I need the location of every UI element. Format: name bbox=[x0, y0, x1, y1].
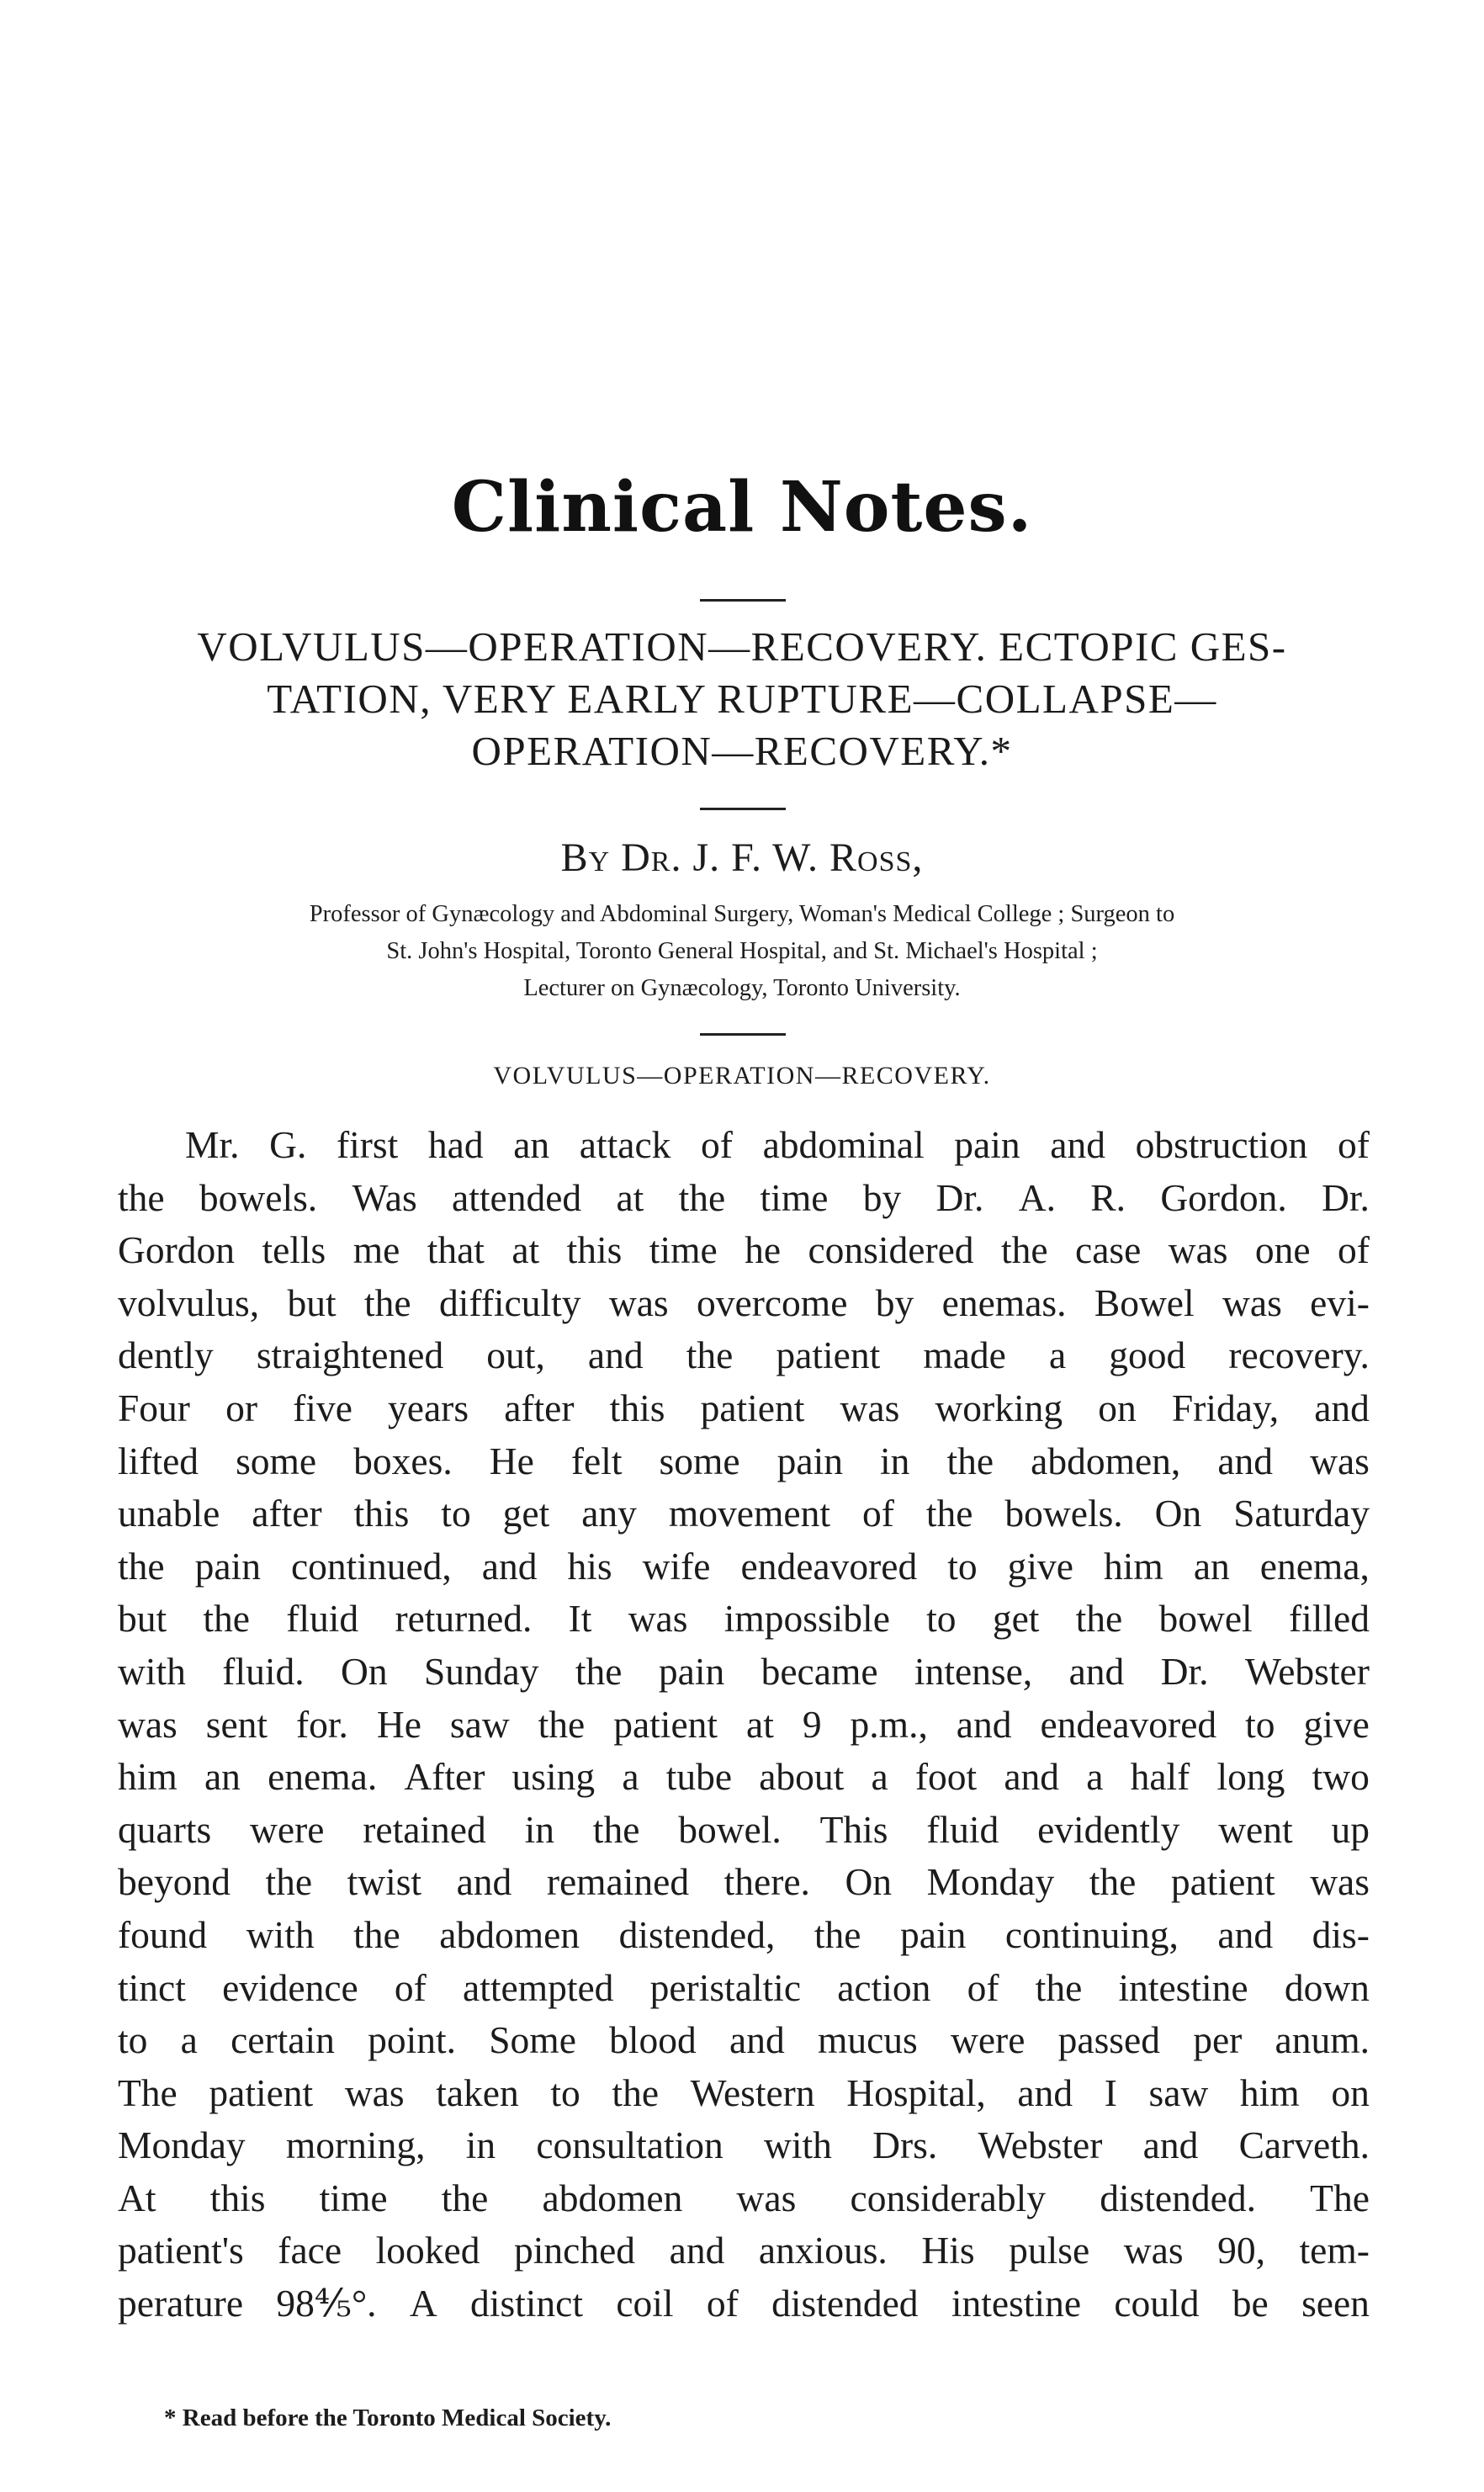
body-line: but the fluid returned. It was impossible to get the bowel filled bbox=[118, 1597, 1370, 1641]
case-subheading: VOLVULUS—OPERATION—RECOVERY. bbox=[493, 1062, 991, 1090]
body-line: was sent for. He saw the patient at 9 p.m., and endeavored to give bbox=[118, 1702, 1370, 1746]
article-title-line: TATION, VERY EARLY RUPTURE—COLLAPSE— bbox=[267, 676, 1217, 722]
body-line: patient's face looked pinched and anxious. His pulse was 90, tem- bbox=[118, 2229, 1370, 2272]
article-body bbox=[118, 1119, 1370, 2330]
affiliation-line: Professor of Gynæcology and Abdominal Surgery, Woman's Medical College ; Surgeon to bbox=[309, 901, 1175, 927]
body-line: dently straightened out, and the patient made a good recovery. bbox=[118, 1333, 1370, 1377]
body-line: At this time the abdomen was considerably distended. The bbox=[118, 2176, 1370, 2219]
article-title-line: OPERATION—RECOVERY.* bbox=[471, 728, 1013, 774]
affiliation-line: Lecturer on Gynæcology, Toronto University. bbox=[523, 975, 961, 1001]
footnote: * Read before the Toronto Medical Society. bbox=[164, 2405, 612, 2431]
body-line: to a certain point. Some blood and mucus were passed per anum. bbox=[118, 2018, 1370, 2062]
body-line: quarts were retained in the bowel. This fluid evidently went up bbox=[118, 1807, 1370, 1851]
affiliation-line: St. John's Hospital, Toronto General Hospital, and St. Michael's Hospital ; bbox=[386, 938, 1098, 964]
body-line: Monday morning, in consultation with Drs. Webster and Carveth. bbox=[118, 2124, 1370, 2167]
body-line: Mr. G. first had an attack of abdominal pain and obstruction of bbox=[185, 1123, 1370, 1166]
body-line: Four or five years after this patient was working on Friday, and bbox=[118, 1386, 1370, 1429]
byline: By Dr. J. F. W. Ross, bbox=[560, 835, 924, 880]
affiliation-rule bbox=[700, 1033, 786, 1036]
article-title-line: VOLVULUS—OPERATION—RECOVERY. ECTOPIC GES- bbox=[197, 623, 1287, 670]
body-line: beyond the twist and remained there. On Monday the patient was bbox=[118, 1860, 1370, 1904]
article-title bbox=[93, 621, 1391, 777]
body-line: him an enema. After using a tube about a foot and a half long two bbox=[118, 1755, 1370, 1799]
byline-rule bbox=[700, 808, 786, 810]
author-affiliation bbox=[101, 896, 1383, 1007]
body-line: with fluid. On Sunday the pain became intense, and Dr. Webster bbox=[118, 1649, 1370, 1693]
body-line: Gordon tells me that at this time he considered the case was one of bbox=[118, 1228, 1370, 1272]
body-line: the pain continued, and his wife endeavored to give him an enema, bbox=[118, 1544, 1370, 1588]
title-rule bbox=[700, 599, 786, 602]
body-line: lifted some boxes. He felt some pain in the abdomen, and was bbox=[118, 1439, 1370, 1482]
body-line: volvulus, but the difficulty was overcome by enemas. Bowel was evi- bbox=[118, 1280, 1370, 1324]
body-line: tinct evidence of attempted peristaltic action of the intestine down bbox=[118, 1965, 1370, 2009]
body-line: unable after this to get any movement of the bowels. On Saturday bbox=[118, 1492, 1370, 1535]
body-line: found with the abdomen distended, the pain continuing, and dis- bbox=[118, 1912, 1370, 1956]
body-line: the bowels. Was attended at the time by Dr. A. R. Gordon. Dr. bbox=[118, 1175, 1370, 1219]
body-line: perature 98⅘°. A distinct coil of distended intestine could be seen bbox=[118, 2282, 1370, 2325]
section-title: Clinical Notes. bbox=[451, 467, 1033, 548]
body-line: The patient was taken to the Western Hospital, and I saw him on bbox=[118, 2070, 1370, 2114]
